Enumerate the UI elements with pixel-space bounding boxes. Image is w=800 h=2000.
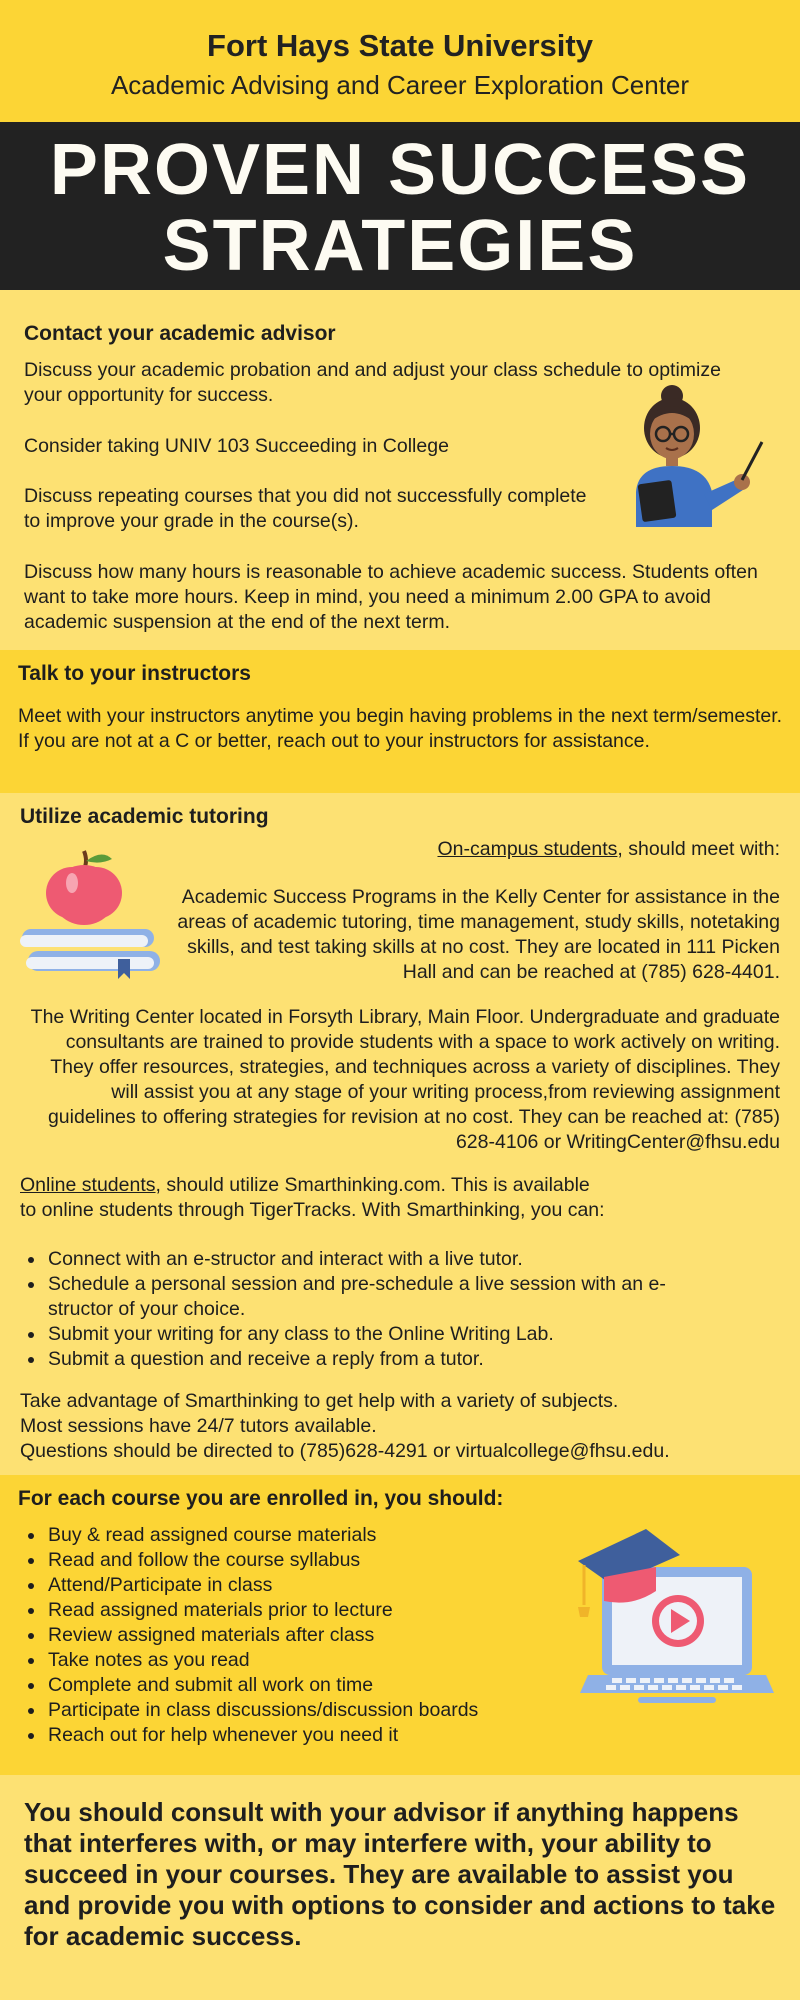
advisor-heading: Contact your academic advisor <box>24 322 336 345</box>
instructors-paragraph: Meet with your instructors anytime you begin having problems in the next term/semester. If you are not at a C or better, reach out to your instructors for assistance. <box>18 705 783 752</box>
course-list <box>20 1523 586 1748</box>
online-line-1 <box>20 1173 720 1198</box>
course-heading: For each course you are enrolled in, you should: <box>18 1487 504 1510</box>
advisor-paragraph-4: Discuss how many hours is reasonable to achieve academic success. Students often want to take more hours. Keep in mind, you need a minimum 2.00 GPA to avoid academic suspension at the end of the next term. <box>24 561 758 633</box>
list-item: • Review assigned materials after class <box>46 1623 586 1648</box>
smarthinking-closing-3: Questions should be directed to (785)628-4291 or virtualcollege@fhsu.edu. <box>20 1440 670 1462</box>
online-rest-1: , should utilize Smarthinking.com. This is available <box>155 1174 590 1196</box>
list-item: • Reach out for help whenever you need it <box>46 1723 586 1748</box>
final-section <box>0 1775 800 2000</box>
tutoring-section <box>0 793 800 1475</box>
writing-center-paragraph: The Writing Center located in Forsyth Library, Main Floor. Undergraduate and graduate consultants are trained to provide students with a space to work actively on writing. They offer resources, strategies, and techniques across a variety of disciplines. They will assist you at any stage of your writing process,from reviewing assignment guidelines to offering strategies for revision at no cost. They can be reached at: (785) 628-4106 or WritingCenter@fhsu.edu <box>30 1006 780 1153</box>
list-item: • Submit your writing for any class to the Online Writing Lab. <box>46 1322 706 1347</box>
instructors-heading: Talk to your instructors <box>18 662 251 685</box>
advisor-paragraph-1: Discuss your academic probation and and adjust your class schedule to optimize your opportunity for success. <box>24 359 721 406</box>
smarthinking-list <box>20 1247 706 1372</box>
graduation-laptop-icon <box>574 1525 774 1715</box>
list-item: • Participate in class discussions/discussion boards <box>46 1698 586 1723</box>
tutoring-heading: Utilize academic tutoring <box>20 805 269 828</box>
list-item: • Connect with an e-structor and interact with a live tutor. <box>46 1247 706 1272</box>
list-item: • Attend/Participate in class <box>46 1573 586 1598</box>
advisor-section <box>0 290 800 650</box>
list-item: • Schedule a personal session and pre-schedule a live session with an e-structor of your choice. <box>46 1272 706 1322</box>
advisor-paragraph-3: Discuss repeating courses that you did not successfully complete to improve your grade in the course(s). <box>24 485 587 532</box>
teacher-icon <box>628 382 768 527</box>
center-name: Academic Advising and Career Exploration Center <box>110 70 690 100</box>
list-item: • Read assigned materials prior to lecture <box>46 1598 586 1623</box>
final-message: You should consult with your advisor if anything happens that interferes with, or may interfere with, your ability to succeed in your courses. They are available to assist you and provide you with options to consider and actions to take for academic success. <box>24 1797 776 1951</box>
list-item: • Complete and submit all work on time <box>46 1673 586 1698</box>
smarthinking-closing-2: Most sessions have 24/7 tutors available. <box>20 1415 377 1437</box>
title-banner <box>0 122 800 290</box>
list-item: • Read and follow the course syllabus <box>46 1548 586 1573</box>
online-students-link[interactable]: Online students <box>20 1174 156 1196</box>
list-item: • Submit a question and receive a reply from a tutor. <box>46 1347 706 1372</box>
instructors-section <box>0 650 800 793</box>
header <box>0 0 800 122</box>
oncampus-line <box>280 837 780 862</box>
list-item: • Buy & read assigned course materials <box>46 1523 586 1548</box>
oncampus-rest: , should meet with: <box>617 838 780 860</box>
university-name: Fort Hays State University <box>207 28 593 63</box>
smarthinking-closing-1: Take advantage of Smarthinking to get help with a variety of subjects. <box>20 1390 619 1412</box>
academic-success-paragraph: Academic Success Programs in the Kelly Center for assistance in the areas of academic tutoring, time management, study skills, notetaking skills, and test taking skills at no cost. They are located in 111 Picken Hall and can be reached at (785) 628-4401. <box>177 886 780 983</box>
banner-title-line-2: STRATEGIES <box>162 206 638 286</box>
advisor-paragraph-2: Consider taking UNIV 103 Succeeding in College <box>24 435 449 457</box>
oncampus-students-link[interactable]: On-campus students <box>437 838 618 860</box>
course-section <box>0 1475 800 1775</box>
online-line-2: to online students through TigerTracks. With Smarthinking, you can: <box>20 1199 605 1221</box>
apple-books-icon <box>18 847 164 983</box>
list-item: • Take notes as you read <box>46 1648 586 1673</box>
banner-title-line-1: PROVEN SUCCESS <box>49 130 751 210</box>
